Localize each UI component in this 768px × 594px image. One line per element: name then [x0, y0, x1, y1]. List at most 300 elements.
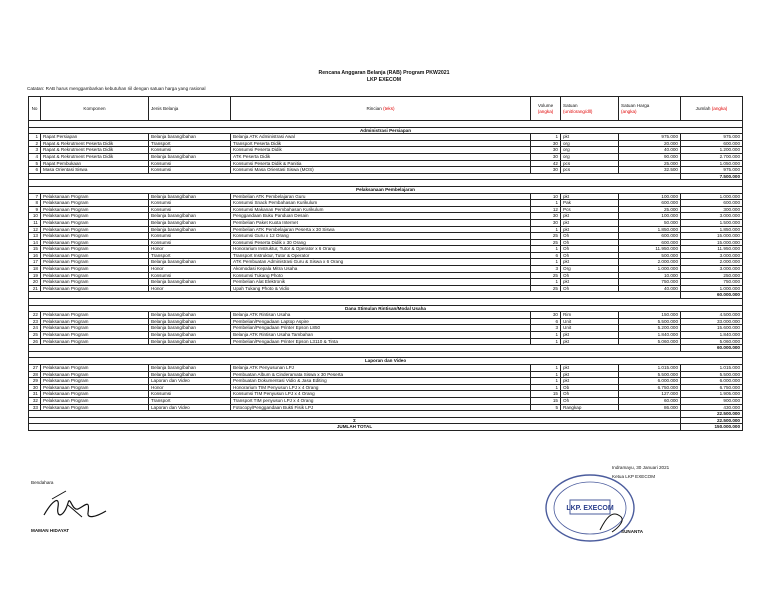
cell-komponen: Rapat & Rekrutment Peserta Didik: [41, 153, 149, 160]
cell-satuan: pkt: [561, 332, 619, 339]
table-row: [29, 147, 743, 154]
treasurer-role: Bendahara: [31, 480, 54, 485]
cell-no: 14: [29, 239, 41, 246]
spacer-row: [29, 299, 743, 306]
cell-rincian: Konsumsi TIM Penyusun LPJ x 4 Orang: [231, 391, 531, 398]
cell-jumlah: 1.200.000: [681, 147, 743, 154]
cell-komponen: Pelaksanaan Program: [41, 325, 149, 332]
cell-no: 26: [29, 338, 41, 345]
cell-komponen: Pelaksanaan Program: [41, 332, 149, 339]
spacer-cell: [29, 121, 743, 128]
cell-harga: 90.000: [619, 153, 681, 160]
satuan-label: Satuan: [563, 102, 578, 108]
cell-satuan: pkt: [561, 371, 619, 378]
cell-harga: 100.000: [619, 193, 681, 200]
treasurer-signature: [38, 487, 110, 527]
table-row: [29, 153, 743, 160]
cell-satuan: pkt: [561, 364, 619, 371]
col-rincian-header: [231, 97, 531, 121]
table-row: [29, 134, 743, 141]
table-row: [29, 219, 743, 226]
cell-komponen: Pelaksanaan Program: [41, 266, 149, 273]
cell-rincian: Belanja ATK Administrasi Awal: [231, 134, 531, 141]
sigma-row: [29, 417, 743, 424]
cell-jenis: Honor: [149, 266, 231, 273]
cell-harga: 11.950.000: [619, 246, 681, 253]
cell-komponen: Pelaksanaan Program: [41, 259, 149, 266]
cell-jumlah: 4.500.000: [681, 312, 743, 319]
cell-volume: 1: [531, 378, 561, 385]
stamp-label: LKP. EXECOM: [566, 505, 614, 512]
cell-jenis: Konsumsi: [149, 239, 231, 246]
subtotal-row: [29, 173, 743, 180]
cell-jumlah: 600.000: [681, 140, 743, 147]
cell-volume: 6: [531, 252, 561, 259]
cell-volume: 1: [531, 134, 561, 141]
cell-jenis: Belanja barang/bahan: [149, 371, 231, 378]
cell-jenis: Konsumsi: [149, 160, 231, 167]
cell-komponen: Pelaksanaan Program: [41, 219, 149, 226]
cell-no: 16: [29, 252, 41, 259]
cell-jenis: Belanja barang/bahan: [149, 279, 231, 286]
cell-harga: 600.000: [619, 200, 681, 207]
cell-harga: 750.000: [619, 279, 681, 286]
section-title: Dana Stimulan Rintisan/Modal Usaha: [29, 305, 743, 312]
cell-harga: 600.000: [619, 239, 681, 246]
cell-rincian: Transport Peserta Didik: [231, 140, 531, 147]
subtotal-row: [29, 345, 743, 352]
cell-rincian: Pembelian Paket Kuota Internet: [231, 219, 531, 226]
cell-satuan: pkt: [561, 226, 619, 233]
table-row: [29, 167, 743, 174]
cell-no: 1: [29, 134, 41, 141]
section-header-row: [29, 358, 743, 365]
cell-harga: 50.000: [619, 219, 681, 226]
cell-jenis: Transport: [149, 252, 231, 259]
table-row: [29, 285, 743, 292]
cell-jenis: Belanja barang/bahan: [149, 219, 231, 226]
cell-no: 32: [29, 397, 41, 404]
cell-jumlah: 250.000: [681, 272, 743, 279]
table-row: [29, 193, 743, 200]
cell-satuan: org: [561, 153, 619, 160]
table-row: [29, 200, 743, 207]
cell-komponen: Pelaksanaan Program: [41, 239, 149, 246]
section-title: Pelaksanaan Pembelajaran: [29, 186, 743, 193]
cell-jumlah: 15.000.000: [681, 233, 743, 240]
cell-jumlah: 11.950.000: [681, 246, 743, 253]
cell-rincian: Pembelian/Pengadaan Laptop Aspire: [231, 318, 531, 325]
section-header-row: [29, 186, 743, 193]
subtotal-blank: [29, 173, 681, 180]
cell-rincian: Pembelian/Pengadaan Printer Epson L3110 & Tinta: [231, 338, 531, 345]
cell-volume: 30: [531, 153, 561, 160]
cell-harga: 1.840.000: [619, 332, 681, 339]
cell-rincian: Pembelian/Pengadaan Printer Epson L850: [231, 325, 531, 332]
cell-satuan: Unit: [561, 318, 619, 325]
cell-harga: 100.000: [619, 213, 681, 220]
cell-satuan: Rangkap: [561, 404, 619, 411]
cell-jenis: Belanja barang/bahan: [149, 259, 231, 266]
cell-rincian: Upah Tukang Photo & Vidio: [231, 285, 531, 292]
cell-no: 5: [29, 160, 41, 167]
cell-volume: 25: [531, 239, 561, 246]
cell-rincian: Konsumsi Peserta Didik & Panitia: [231, 160, 531, 167]
cell-satuan: pkt: [561, 338, 619, 345]
cell-jenis: Konsumsi: [149, 167, 231, 174]
cell-jenis: Konsumsi: [149, 147, 231, 154]
sigma-symbol: Σ: [29, 417, 681, 424]
cell-harga: 6.000.000: [619, 378, 681, 385]
cell-rincian: Pembelian ATK Pembelajaran Guru: [231, 193, 531, 200]
cell-jumlah: 3.000.000: [681, 266, 743, 273]
cell-harga: 60.000: [619, 397, 681, 404]
cell-rincian: Konsumsi Tukang Photo: [231, 272, 531, 279]
cell-volume: 6: [531, 318, 561, 325]
cell-komponen: Masa Orientasi Siswa: [41, 167, 149, 174]
jumlah-note: (angka): [711, 105, 728, 111]
cell-no: 10: [29, 213, 41, 220]
subtotal-row: [29, 411, 743, 418]
grand-total-row: [29, 424, 743, 431]
cell-jumlah: 750.000: [681, 279, 743, 286]
cell-jumlah: 6.000.000: [681, 378, 743, 385]
cell-jenis: Honor: [149, 384, 231, 391]
document-note: Catatan: RAB harus menggambarkan kebutuhan riil dengan satuan harga yang rasional: [27, 86, 206, 91]
table-row: [29, 397, 743, 404]
section-title: Laporan dan Video: [29, 358, 743, 365]
cell-rincian: Konsumsi Peserta Didik: [231, 147, 531, 154]
subtotal-value: 22.500.000: [681, 411, 743, 418]
cell-rincian: ATK Pembuatan Administrasi Guru & Siswa x 6 Orang: [231, 259, 531, 266]
cell-jenis: Belanja barang/bahan: [149, 226, 231, 233]
cell-harga: 25.000: [619, 206, 681, 213]
cell-rincian: Pembelian Alat Elektronik: [231, 279, 531, 286]
cell-komponen: Pelaksanaan Program: [41, 338, 149, 345]
volume-label: Volume: [537, 102, 554, 108]
cell-rincian: Belanja ATK Rintisan Usaha: [231, 312, 531, 319]
cell-rincian: Belanja ATK Penyusunan LPJ: [231, 364, 531, 371]
chairman-name: SUNANTA: [621, 529, 644, 534]
cell-jumlah: 900.000: [681, 397, 743, 404]
cell-jumlah: 15.000.000: [681, 239, 743, 246]
table-row: [29, 312, 743, 319]
cell-volume: 1: [531, 226, 561, 233]
cell-jumlah: 5.500.000: [681, 371, 743, 378]
cell-satuan: Unit: [561, 325, 619, 332]
cell-komponen: Rapat Pembukaan: [41, 160, 149, 167]
spacer-cell: [29, 180, 743, 187]
cell-no: 15: [29, 246, 41, 253]
cell-volume: 30: [531, 140, 561, 147]
cell-harga: 5.060.000: [619, 338, 681, 345]
cell-volume: 30: [531, 219, 561, 226]
cell-harga: 32.500: [619, 167, 681, 174]
document-subtitle: LKP EXECOM: [366, 77, 402, 83]
table-row: [29, 378, 743, 385]
table-row: [29, 226, 743, 233]
cell-no: 22: [29, 312, 41, 319]
grand-total-label: JUMLAH TOTAL: [29, 424, 681, 431]
spacer-row: [29, 351, 743, 358]
cell-volume: 1: [531, 364, 561, 371]
cell-komponen: Pelaksanaan Program: [41, 312, 149, 319]
cell-satuan: pkt: [561, 279, 619, 286]
cell-jenis: Konsumsi: [149, 233, 231, 240]
table-row: [29, 239, 743, 246]
sign-date: Indramayu, 30 Januari 2021: [612, 465, 670, 470]
col-volume-header: [531, 97, 561, 121]
cell-no: 17: [29, 259, 41, 266]
cell-rincian: Konsumsi Makanan Pembahasan Kurikulum: [231, 206, 531, 213]
cell-harga: 5.500.000: [619, 371, 681, 378]
cell-harga: 1.000.000: [619, 266, 681, 273]
cell-no: 24: [29, 325, 41, 332]
cell-satuan: Pak: [561, 200, 619, 207]
cell-no: 4: [29, 153, 41, 160]
cell-komponen: Rapat & Rekrutment Peserta Didik: [41, 140, 149, 147]
cell-jenis: Laporan dan Video: [149, 378, 231, 385]
table-row: [29, 338, 743, 345]
grand-total-value: 150.000.000: [681, 424, 743, 431]
cell-harga: 10.000: [619, 272, 681, 279]
subtotal-value: 60.000.000: [681, 345, 743, 352]
cell-jumlah: 15.600.000: [681, 325, 743, 332]
cell-volume: 1: [531, 371, 561, 378]
cell-komponen: Pelaksanaan Program: [41, 371, 149, 378]
cell-komponen: Pelaksanaan Program: [41, 384, 149, 391]
subtotal-blank: [29, 292, 681, 299]
table-row: [29, 371, 743, 378]
subtotal-blank: [29, 411, 681, 418]
rincian-label: Rincian: [366, 105, 382, 111]
cell-rincian: Penggandaan Buku Panduan Desain: [231, 213, 531, 220]
subtotal-row: [29, 292, 743, 299]
cell-satuan: Oh: [561, 233, 619, 240]
cell-harga: 975.000: [619, 134, 681, 141]
subtotal-blank: [29, 345, 681, 352]
cell-satuan: Rim: [561, 312, 619, 319]
cell-jumlah: 5.060.000: [681, 338, 743, 345]
cell-satuan: Oh: [561, 252, 619, 259]
cell-volume: 1: [531, 259, 561, 266]
cell-volume: 3: [531, 325, 561, 332]
harga-note: (angka): [621, 108, 637, 114]
cell-jumlah: 3.000.000: [681, 213, 743, 220]
cell-jumlah: 6.750.000: [681, 384, 743, 391]
cell-rincian: Fotocopy/Penggandaan Bukti Fisik LPJ: [231, 404, 531, 411]
table-row: [29, 246, 743, 253]
cell-rincian: Belanja ATK Rintisan Usaha Tambahan: [231, 332, 531, 339]
cell-volume: 1: [531, 279, 561, 286]
table-row: [29, 384, 743, 391]
cell-satuan: pcs: [561, 167, 619, 174]
cell-jenis: Belanja barang/bahan: [149, 338, 231, 345]
cell-volume: 10: [531, 193, 561, 200]
cell-harga: 500.000: [619, 252, 681, 259]
cell-satuan: Oh: [561, 239, 619, 246]
col-no-header: No: [29, 97, 41, 121]
document-title: Rencana Anggaran Belanja (RAB) Program PKW2021: [318, 70, 450, 76]
cell-rincian: Pembuatan Dokumentasi Vidio & Jasa Editing: [231, 378, 531, 385]
cell-harga: 5.500.000: [619, 318, 681, 325]
cell-harga: 25.000: [619, 160, 681, 167]
rincian-note: (teks): [383, 105, 395, 111]
subtotal-value: 60.000.000: [681, 292, 743, 299]
cell-komponen: Pelaksanaan Program: [41, 397, 149, 404]
table-row: [29, 279, 743, 286]
cell-no: 31: [29, 391, 41, 398]
table-row: [29, 272, 743, 279]
cell-jenis: Konsumsi: [149, 391, 231, 398]
subtotal-value: 7.500.000: [681, 173, 743, 180]
cell-no: 12: [29, 226, 41, 233]
cell-jumlah: 1.905.000: [681, 391, 743, 398]
cell-jenis: Honor: [149, 285, 231, 292]
cell-satuan: pkt: [561, 259, 619, 266]
cell-jumlah: 1.850.000: [681, 226, 743, 233]
cell-komponen: Pelaksanaan Program: [41, 272, 149, 279]
cell-rincian: Honorarium Instruktur, Tutor & Operator x 6 Orang: [231, 246, 531, 253]
cell-jenis: Transport: [149, 397, 231, 404]
cell-jumlah: 1.500.000: [681, 219, 743, 226]
cell-jumlah: 1.000.000: [681, 193, 743, 200]
cell-komponen: Pelaksanaan Program: [41, 246, 149, 253]
cell-volume: 25: [531, 285, 561, 292]
cell-rincian: Transport TIM penyusun LPJ x 4 Orang: [231, 397, 531, 404]
cell-jumlah: 1.050.000: [681, 160, 743, 167]
cell-no: 9: [29, 206, 41, 213]
cell-volume: 1: [531, 200, 561, 207]
cell-volume: 1: [531, 338, 561, 345]
cell-komponen: Pelaksanaan Program: [41, 200, 149, 207]
cell-volume: 15: [531, 397, 561, 404]
col-harga-header: [619, 97, 681, 121]
cell-satuan: pkt: [561, 193, 619, 200]
cell-jenis: Konsumsi: [149, 200, 231, 207]
cell-rincian: ATK Peserta Didik: [231, 153, 531, 160]
table-row: [29, 404, 743, 411]
cell-komponen: Pelaksanaan Program: [41, 233, 149, 240]
cell-jenis: Honor: [149, 246, 231, 253]
cell-komponen: Pelaksanaan Program: [41, 279, 149, 286]
table-row: [29, 318, 743, 325]
table-row: [29, 213, 743, 220]
cell-komponen: Pelaksanaan Program: [41, 213, 149, 220]
cell-satuan: Oh: [561, 246, 619, 253]
cell-no: 25: [29, 332, 41, 339]
cell-jenis: Belanja barang/bahan: [149, 193, 231, 200]
table-row: [29, 266, 743, 273]
cell-harga: 1.015.000: [619, 364, 681, 371]
cell-rincian: Konsumsi Masa Orientasi Siswa (MOS): [231, 167, 531, 174]
cell-jenis: Transport: [149, 140, 231, 147]
cell-volume: 30: [531, 167, 561, 174]
cell-komponen: Pelaksanaan Program: [41, 364, 149, 371]
cell-harga: 20.000: [619, 140, 681, 147]
treasurer-name: MAMAN HIDAYAT: [31, 528, 70, 533]
cell-jenis: Belanja barang/bahan: [149, 213, 231, 220]
cell-jenis: Konsumsi: [149, 272, 231, 279]
cell-no: 8: [29, 200, 41, 207]
sigma-value: 22.500.000: [681, 417, 743, 424]
cell-volume: 30: [531, 312, 561, 319]
cell-harga: 2.000.000: [619, 259, 681, 266]
cell-volume: 30: [531, 147, 561, 154]
cell-no: 2: [29, 140, 41, 147]
table-header-row: [29, 97, 743, 121]
cell-jumlah: 975.000: [681, 167, 743, 174]
cell-harga: 40.000: [619, 285, 681, 292]
cell-satuan: Oh: [561, 272, 619, 279]
cell-volume: 15: [531, 391, 561, 398]
col-jumlah-header: [681, 97, 743, 121]
cell-volume: 30: [531, 213, 561, 220]
cell-no: 6: [29, 167, 41, 174]
cell-jenis: Belanja barang/bahan: [149, 312, 231, 319]
cell-satuan: pkt: [561, 219, 619, 226]
cell-satuan: Pcs: [561, 206, 619, 213]
spacer-cell: [29, 299, 743, 306]
table-row: [29, 364, 743, 371]
cell-jumlah: 2.000.000: [681, 259, 743, 266]
cell-komponen: Rapat Persiapan: [41, 134, 149, 141]
cell-no: 29: [29, 378, 41, 385]
cell-satuan: pcs: [561, 160, 619, 167]
cell-satuan: Oh: [561, 391, 619, 398]
cell-no: 30: [29, 384, 41, 391]
cell-satuan: Org: [561, 266, 619, 273]
cell-jenis: Belanja barang/bahan: [149, 364, 231, 371]
cell-rincian: Konsumsi Snack Pembahasan Kurikulum: [231, 200, 531, 207]
cell-jenis: Belanja barang/bahan: [149, 134, 231, 141]
cell-volume: 1: [531, 332, 561, 339]
volume-note: (angka): [537, 108, 554, 114]
section-header-row: [29, 305, 743, 312]
cell-jumlah: 2.700.000: [681, 153, 743, 160]
budget-table: [28, 96, 743, 431]
cell-jumlah: 1.000.000: [681, 285, 743, 292]
cell-satuan: org: [561, 140, 619, 147]
cell-volume: 3: [531, 266, 561, 273]
cell-harga: 1.850.000: [619, 226, 681, 233]
section-title: Administrasi Persiapan: [29, 127, 743, 134]
cell-no: 19: [29, 272, 41, 279]
cell-rincian: Konsumsi Guru x 12 Orang: [231, 233, 531, 240]
cell-jumlah: 3.000.000: [681, 252, 743, 259]
col-jenis-header: Jenis Belanja: [149, 97, 231, 121]
cell-rincian: Pembelian ATK Pembelajaran Peserta x 30 Siswa: [231, 226, 531, 233]
cell-no: 21: [29, 285, 41, 292]
cell-no: 13: [29, 233, 41, 240]
cell-no: 20: [29, 279, 41, 286]
cell-rincian: Honorarium TIM Penyusun LPJ x 4 Orang: [231, 384, 531, 391]
cell-jenis: Konsumsi: [149, 206, 231, 213]
cell-komponen: Rapat & Rekrutment Peserta Didik: [41, 147, 149, 154]
table-body: [29, 121, 743, 431]
cell-volume: 25: [531, 272, 561, 279]
table-row: [29, 332, 743, 339]
spacer-row: [29, 180, 743, 187]
cell-volume: 5: [531, 404, 561, 411]
cell-jumlah: 975.000: [681, 134, 743, 141]
cell-jumlah: 1.840.000: [681, 332, 743, 339]
cell-volume: 42: [531, 160, 561, 167]
harga-label: Satuan Harga: [621, 102, 650, 108]
cell-komponen: Pelaksanaan Program: [41, 226, 149, 233]
cell-harga: 5.200.000: [619, 325, 681, 332]
cell-satuan: pkt: [561, 378, 619, 385]
